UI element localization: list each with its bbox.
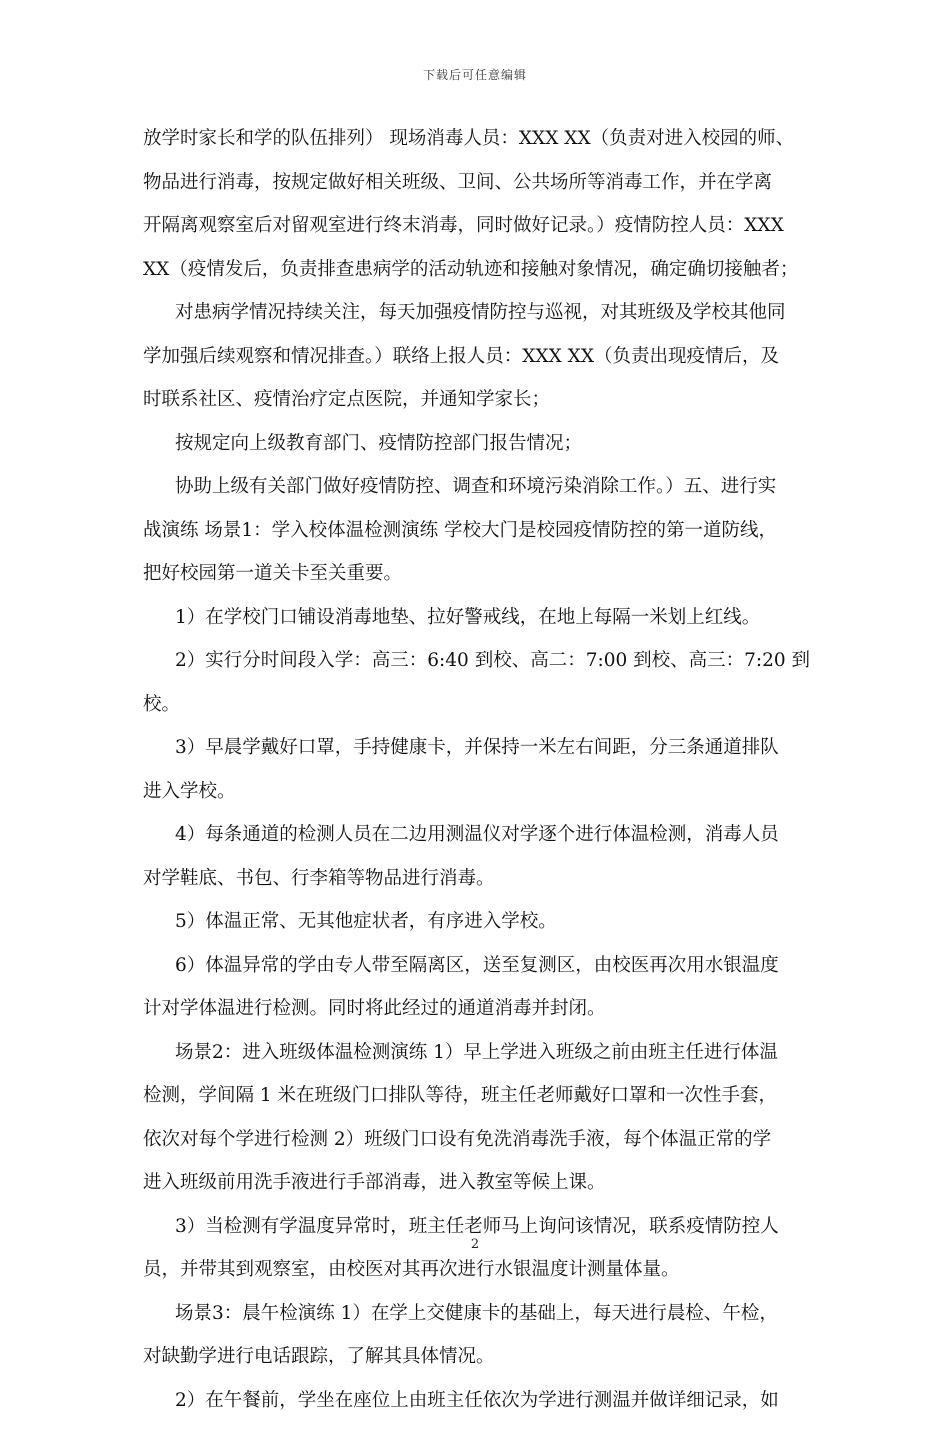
text-line: 进入班级前用洗手液进行手部消毒，进入教室等候上课。 (143, 1170, 813, 1214)
text-line: 对患病学情况持续关注，每天加强疫情防控与巡视，对其班级及学校其他同 (143, 300, 813, 344)
text-line: 时联系社区、疫情治疗定点医院，并通知学家长； (143, 387, 813, 431)
text-line: 对缺勤学进行电话跟踪，了解其具体情况。 (143, 1344, 813, 1388)
text-line: 协助上级有关部门做好疫情防控、调查和环境污染消除工作。）五、进行实 (143, 474, 813, 518)
text-line: 校。 (143, 692, 813, 736)
text-line: 把好校园第一道关卡至关重要。 (143, 561, 813, 605)
text-line: 2）实行分时间段入学：高三：6:40 到校、高二：7:00 到校、高三：7:20 到 (143, 648, 813, 692)
text-line: 对学鞋底、书包、行李箱等物品进行消毒。 (143, 866, 813, 910)
text-line: 3）早晨学戴好口罩，手持健康卡，并保持一米左右间距，分三条通道排队 (143, 735, 813, 779)
text-line: 学加强后续观察和情况排查。）联络上报人员：XXX XX（负责出现疫情后，及 (143, 344, 813, 388)
text-line: 员，并带其到观察室，由校医对其再次进行水银温度计测量体量。 (143, 1257, 813, 1301)
document-body (143, 126, 813, 1431)
text-line: 场景3：晨午检演练 1）在学上交健康卡的基础上，每天进行晨检、午检， (143, 1301, 813, 1345)
text-line: 5）体温正常、无其他症状者，有序进入学校。 (143, 909, 813, 953)
text-line: 检测，学间隔 1 米在班级门口排队等待，班主任老师戴好口罩和一次性手套， (143, 1083, 813, 1127)
page-number: 2 (0, 1237, 950, 1252)
text-line: 战演练 场景1：学入校体温检测演练 学校大门是校园疫情防控的第一道防线， (143, 518, 813, 562)
text-line: 开隔离观察室后对留观室进行终末消毒，同时做好记录。）疫情防控人员：XXX (143, 213, 813, 257)
text-line: 计对学体温进行检测。同时将此经过的通道消毒并封闭。 (143, 996, 813, 1040)
text-line: 3）当检测有学温度异常时，班主任老师马上询问该情况，联系疫情防控人 (143, 1214, 813, 1258)
text-line: 场景2：进入班级体温检测演练 1）早上学进入班级之前由班主任进行体温 (143, 1040, 813, 1084)
text-line: 放学时家长和学的队伍排列） 现场消毒人员：XXX XX（负责对进入校园的师、 (143, 126, 813, 170)
text-line: XX（疫情发后，负责排查患病学的活动轨迹和接触对象情况，确定确切接触者； (143, 257, 813, 301)
text-line: 1）在学校门口铺设消毒地垫、拉好警戒线，在地上每隔一米划上红线。 (143, 605, 813, 649)
text-line: 6）体温异常的学由专人带至隔离区，送至复测区，由校医再次用水银温度 (143, 953, 813, 997)
text-line: 进入学校。 (143, 779, 813, 823)
text-line: 2）在午餐前，学坐在座位上由班主任依次为学进行测温并做详细记录，如 (143, 1388, 813, 1431)
text-line: 按规定向上级教育部门、疫情防控部门报告情况； (143, 431, 813, 475)
text-line: 物品进行消毒，按规定做好相关班级、卫间、公共场所等消毒工作，并在学离 (143, 170, 813, 214)
page-header: 下载后可任意编辑 (0, 66, 950, 83)
text-line: 4）每条通道的检测人员在二边用测温仪对学逐个进行体温检测，消毒人员 (143, 822, 813, 866)
text-line: 依次对每个学进行检测 2）班级门口设有免洗消毒洗手液，每个体温正常的学 (143, 1127, 813, 1171)
